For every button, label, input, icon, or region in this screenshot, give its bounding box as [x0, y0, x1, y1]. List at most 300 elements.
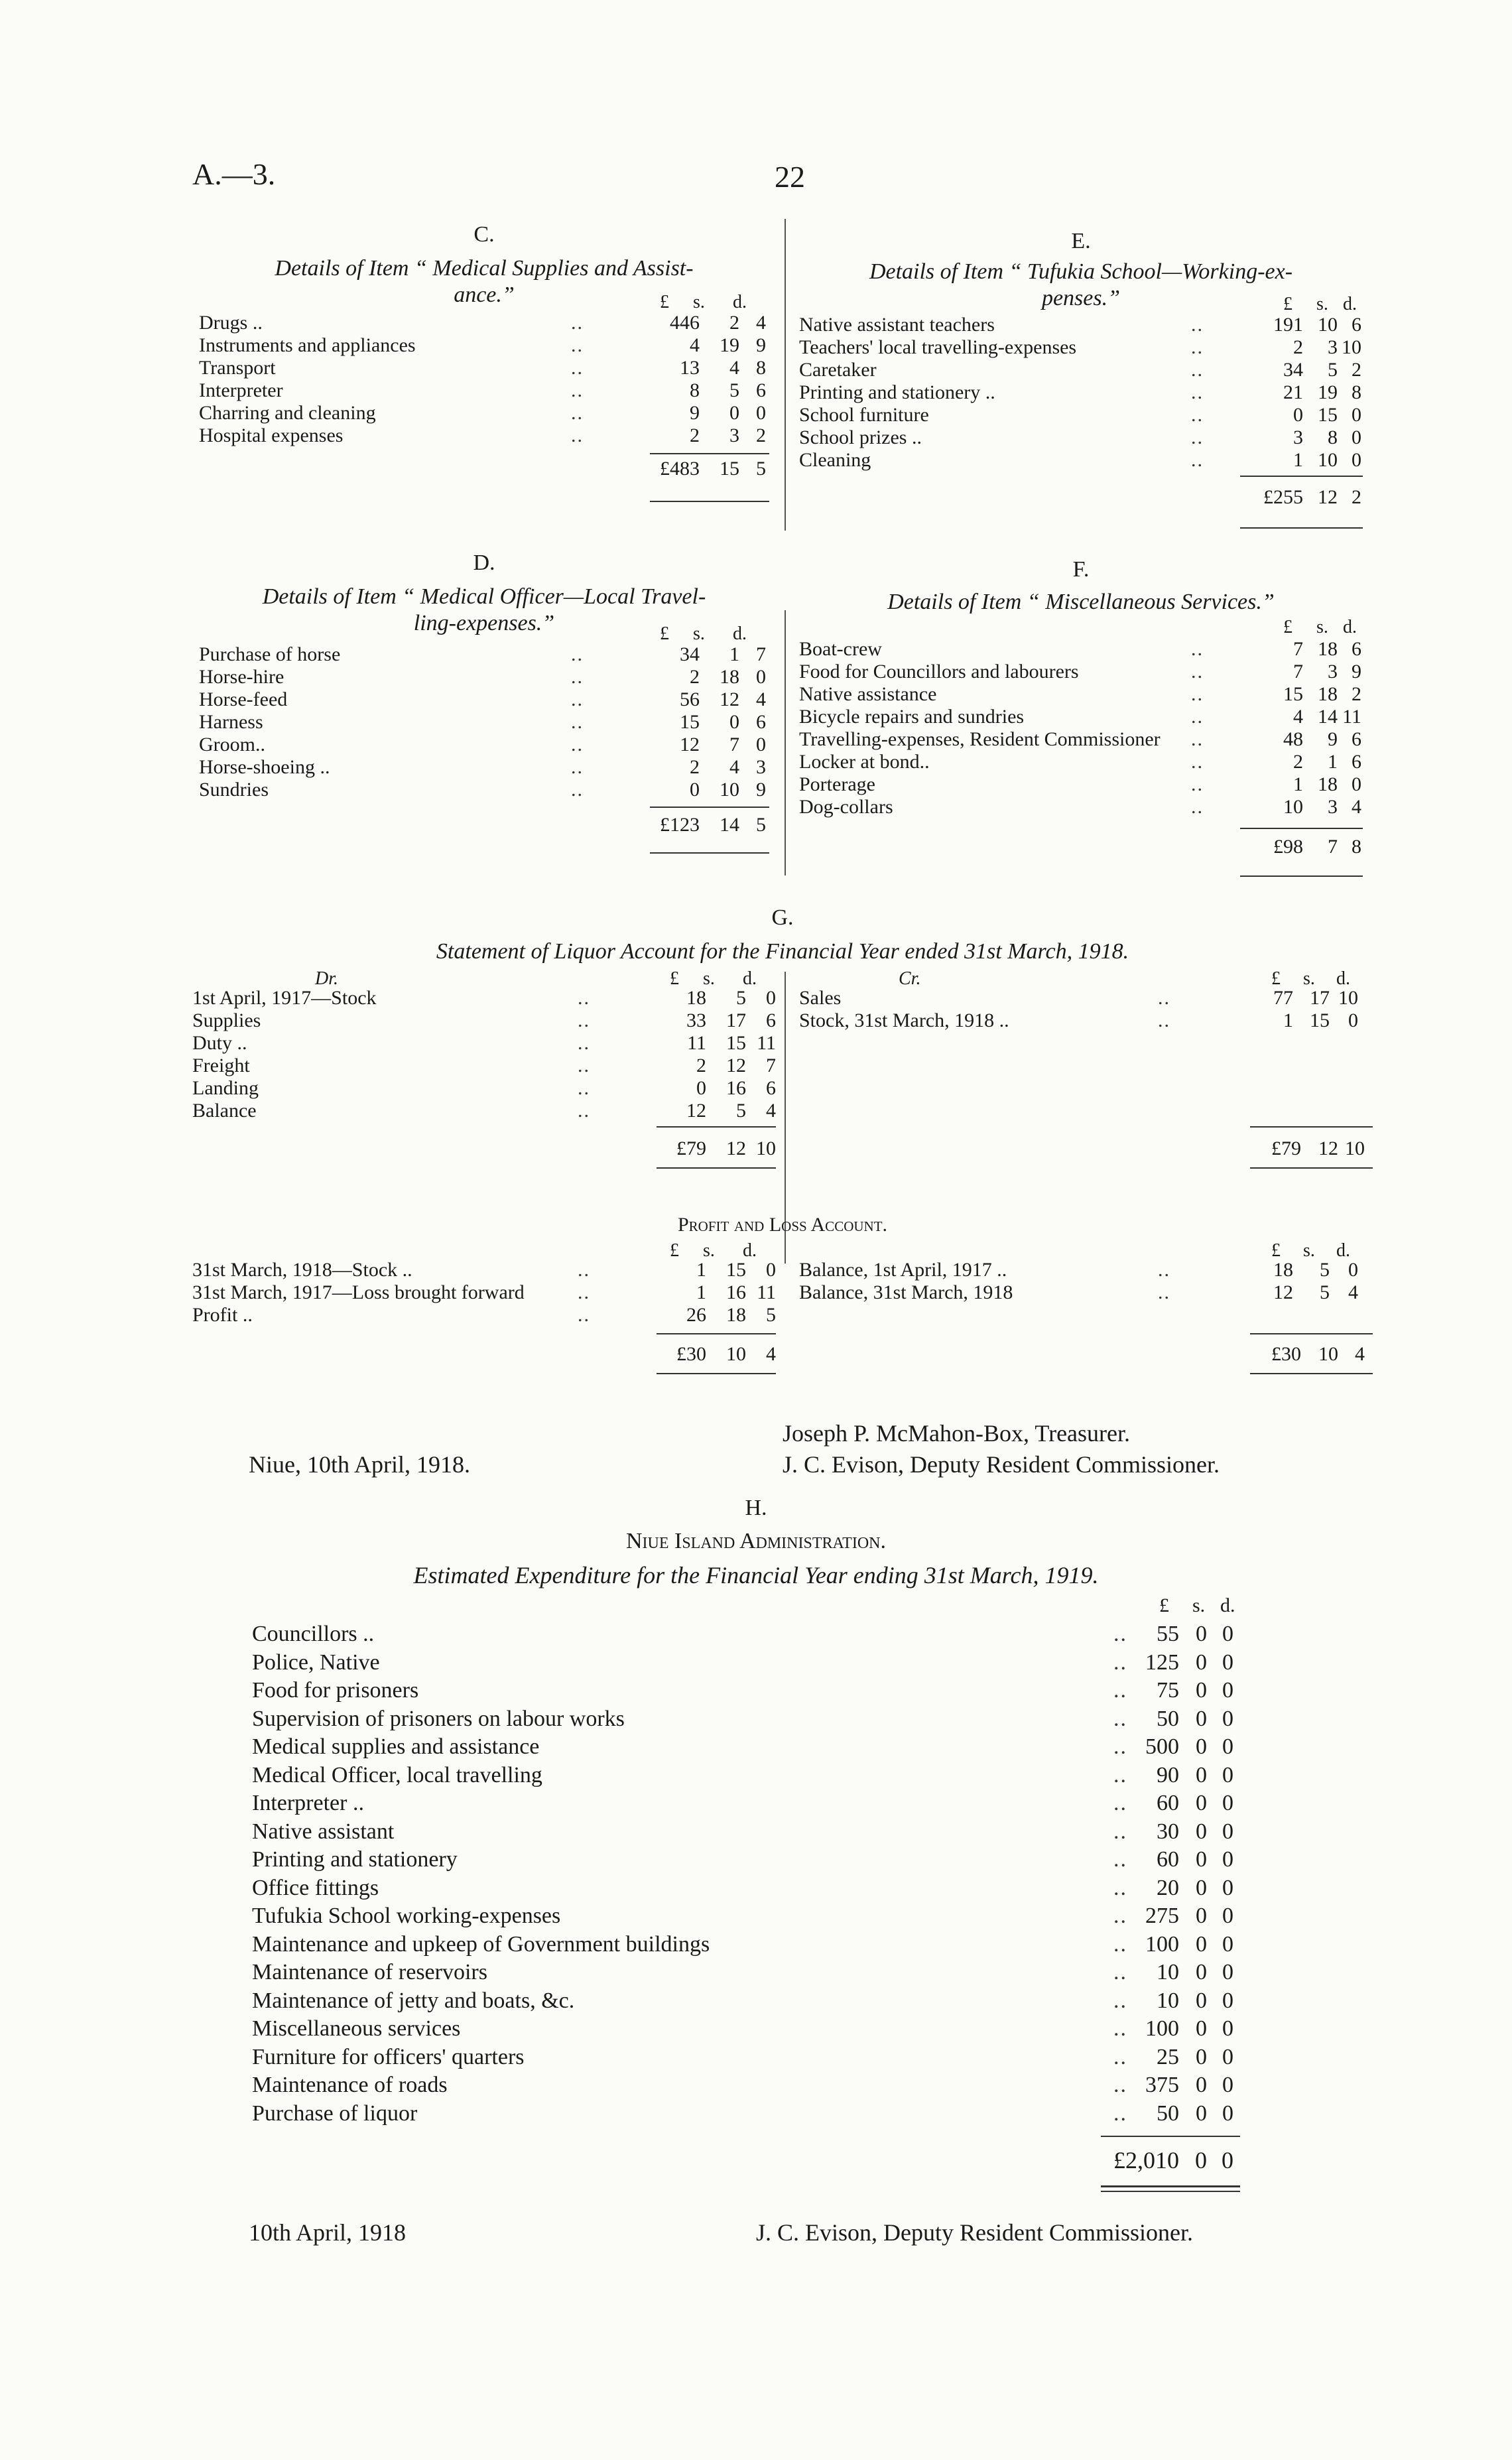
ledger-row: [799, 449, 1363, 472]
ledger-row: [252, 1931, 1260, 1959]
section-e: [799, 222, 1363, 541]
amount-pounds: 60: [1157, 1847, 1179, 1872]
amount-pounds: 12: [680, 734, 700, 755]
amount-pounds: 77: [1273, 987, 1293, 1009]
section-letter: C.: [473, 222, 495, 247]
leader-dots: ..: [1113, 1678, 1127, 1703]
leader-dots: ..: [1113, 1988, 1127, 2013]
ledger-item-label: Porterage: [799, 773, 875, 795]
profit-loss-credit-total: £30 10 4: [1271, 1343, 1365, 1365]
section-caption: Estimated Expenditure for the Financial Year ending 31st March, 1919.: [413, 1562, 1099, 1588]
amount-shillings: 17: [726, 1009, 746, 1031]
ledger-item-label: Hospital expenses: [199, 424, 344, 446]
column-divider: [785, 610, 786, 875]
section-total: £98 7 8: [1273, 836, 1361, 858]
ledger-item-label: Transport: [199, 357, 276, 379]
ledger-row: [252, 1789, 1260, 1817]
amount-pence: 0: [1352, 773, 1361, 795]
ledger-item-label: Office fittings: [252, 1875, 379, 1900]
leader-dots: ..: [1113, 1734, 1127, 1759]
leader-dots: ..: [1191, 773, 1204, 795]
leader-dots: ..: [1191, 314, 1204, 336]
amount-pence: 0: [1222, 1622, 1233, 1646]
ledger-row: [252, 2043, 1260, 2071]
amount-pounds: 18: [1273, 1259, 1293, 1281]
amount-pence: 0: [1222, 1650, 1233, 1675]
ledger-row: [199, 666, 769, 688]
leader-dots: ..: [571, 711, 584, 733]
amount-shillings: 10: [1318, 314, 1338, 336]
profit-loss-title: Profit and Loss Account.: [677, 1214, 888, 1236]
amount-shillings: 16: [726, 1281, 746, 1303]
ledger-row: [252, 1818, 1260, 1846]
ledger-item-label: Caretaker: [799, 359, 877, 381]
amount-pounds: 10: [1157, 1960, 1179, 1984]
ledger-item-label: School prizes ..: [799, 426, 922, 448]
ledger-item-label: Food for Councillors and labourers: [799, 661, 1079, 682]
ledger-row: [199, 312, 769, 334]
ledger-item-label: 31st March, 1918—Stock ..: [192, 1259, 412, 1281]
amount-shillings: 15: [726, 1032, 746, 1054]
leader-dots: ..: [1113, 1819, 1127, 1844]
amount-pounds: 48: [1283, 728, 1303, 750]
amount-pounds: 21: [1283, 381, 1303, 403]
col-head-pence: d.: [1343, 294, 1357, 314]
ledger-row: [199, 402, 769, 424]
ledger-item-label: Duty ..: [192, 1032, 247, 1054]
ledger-row: [252, 2071, 1260, 2099]
amount-shillings: 12: [726, 1055, 746, 1076]
section-caption: Details of Item “ Miscellaneous Services.”: [887, 590, 1275, 614]
amount-shillings: 19: [1318, 381, 1338, 403]
amount-shillings: 5: [1328, 359, 1338, 381]
amount-shillings: 5: [736, 1100, 746, 1122]
ledger-item-label: Stock, 31st March, 1918 ..: [799, 1009, 1009, 1031]
ledger-row: [252, 1959, 1260, 1986]
section-total: £255 12 2: [1263, 486, 1361, 508]
amount-pence: 0: [1352, 449, 1361, 471]
leader-dots: ..: [571, 688, 584, 710]
leader-dots: ..: [1113, 2073, 1127, 2097]
ledger-item-label: Printing and stationery ..: [799, 381, 995, 403]
leader-dots: ..: [1191, 706, 1204, 728]
col-head-pence: d.: [743, 968, 757, 989]
ledger-row: [799, 661, 1363, 683]
amount-pounds: 9: [690, 402, 700, 424]
section-total: £2,010 0 0: [1113, 2147, 1233, 2173]
leader-dots: ..: [571, 734, 584, 755]
ledger-item-label: Boat-crew: [799, 638, 882, 660]
ledger-row: [252, 1846, 1260, 1874]
ledger-row: [192, 1077, 776, 1100]
amount-pounds: 50: [1157, 1706, 1179, 1731]
ledger-row: [199, 756, 769, 779]
amount-shillings: 8: [1328, 426, 1338, 448]
col-head-shillings: s.: [703, 1240, 715, 1261]
amount-pence: 0: [1222, 1960, 1233, 1984]
ledger-item-label: Cleaning: [799, 449, 871, 471]
ledger-item-label: Medical supplies and assistance: [252, 1734, 540, 1759]
amount-pounds: 2: [696, 1055, 706, 1076]
ledger-row: [799, 1009, 1373, 1032]
debit-label: Dr.: [315, 968, 339, 989]
amount-pounds: 15: [680, 711, 700, 733]
amount-pence: 10: [1342, 336, 1361, 358]
amount-shillings: 0: [1196, 1622, 1207, 1646]
amount-shillings: 10: [720, 779, 739, 801]
col-head-pounds: £: [660, 292, 669, 312]
leader-dots: ..: [1113, 1875, 1127, 1900]
col-head-pence: d.: [1343, 617, 1357, 637]
amount-pence: 6: [1352, 728, 1361, 750]
amount-pence: 6: [1352, 638, 1361, 660]
amount-pence: 9: [756, 779, 766, 801]
amount-pence: 2: [1352, 683, 1361, 705]
amount-pounds: 75: [1157, 1678, 1179, 1703]
ledger-item-label: Profit ..: [192, 1304, 253, 1326]
amount-pounds: 1: [1283, 1009, 1293, 1031]
section-letter: H.: [745, 1496, 767, 1520]
ledger-item-label: Bicycle repairs and sundries: [799, 706, 1025, 728]
amount-pence: 0: [756, 402, 766, 424]
leader-dots: ..: [578, 1032, 590, 1054]
amount-pence: 11: [757, 1032, 776, 1054]
section-d: [199, 550, 769, 862]
col-head-shillings: s.: [693, 623, 705, 644]
ledger-item-label: Purchase of horse: [199, 643, 341, 665]
leader-dots: ..: [1113, 1622, 1127, 1646]
amount-pounds: 26: [686, 1304, 706, 1326]
amount-pounds: 7: [1293, 661, 1303, 682]
amount-shillings: 0: [1196, 2044, 1207, 2069]
amount-shillings: 0: [1196, 2073, 1207, 2097]
leader-dots: ..: [571, 779, 584, 801]
amount-pence: 0: [1352, 426, 1361, 448]
amount-pence: 6: [756, 711, 766, 733]
amount-pence: 0: [1348, 1009, 1358, 1031]
ledger-item-label: Horse-feed: [199, 688, 288, 710]
amount-pence: 0: [1352, 404, 1361, 426]
ledger-row: [252, 1874, 1260, 1902]
leader-dots: ..: [1113, 2044, 1127, 2069]
col-head-shillings: s.: [1303, 1240, 1315, 1261]
amount-pounds: 3: [1293, 426, 1303, 448]
ledger-row: [799, 314, 1363, 336]
leader-dots: ..: [571, 357, 584, 379]
leader-dots: ..: [1191, 336, 1204, 358]
amount-pounds: 15: [1283, 683, 1303, 705]
amount-pounds: 2: [1293, 751, 1303, 773]
amount-pounds: 25: [1157, 2044, 1179, 2069]
ledger-item-label: Printing and stationery: [252, 1847, 458, 1872]
amount-shillings: 0: [1196, 1678, 1207, 1703]
ledger-item-label: Maintenance of jetty and boats, &c.: [252, 1988, 575, 2013]
ledger-row: [799, 381, 1363, 404]
amount-shillings: 0: [1196, 1988, 1207, 2013]
amount-pence: 0: [1222, 2044, 1233, 2069]
ledger-row: [192, 987, 776, 1009]
section-letter: F.: [1072, 557, 1090, 582]
amount-pence: 7: [766, 1055, 776, 1076]
column-divider: [785, 219, 786, 531]
ledger-item-label: Instruments and appliances: [199, 334, 416, 356]
amount-shillings: 1: [1328, 751, 1338, 773]
leader-dots: ..: [578, 1281, 590, 1303]
amount-shillings: 0: [1196, 2101, 1207, 2126]
amount-pounds: 500: [1145, 1734, 1179, 1759]
ledger-item-label: Native assistance: [799, 683, 937, 705]
amount-shillings: 0: [729, 402, 739, 424]
amount-pence: 6: [1352, 751, 1361, 773]
amount-shillings: 3: [1328, 661, 1338, 682]
debit-total: £79 12 10: [676, 1137, 776, 1159]
ledger-row: [799, 683, 1363, 706]
amount-shillings: 17: [1310, 987, 1330, 1009]
amount-shillings: 0: [1196, 1819, 1207, 1844]
amount-shillings: 0: [1196, 1791, 1207, 1815]
section-g: [192, 905, 1373, 1409]
ledger-row: [799, 638, 1363, 661]
ledger-row: [199, 688, 769, 711]
amount-pounds: 50: [1157, 2101, 1179, 2126]
section-c: [199, 222, 769, 521]
leader-dots: ..: [1113, 1904, 1127, 1928]
ledger-row: [252, 2100, 1260, 2128]
amount-shillings: 4: [729, 756, 739, 778]
leader-dots: ..: [1191, 638, 1204, 660]
amount-pounds: 60: [1157, 1791, 1179, 1815]
ledger-item-label: Locker at bond..: [799, 751, 930, 773]
leader-dots: ..: [571, 312, 584, 334]
amount-pounds: 0: [696, 1077, 706, 1099]
leader-dots: ..: [1113, 1706, 1127, 1731]
section-title: Niue Island Administration.: [625, 1529, 887, 1553]
col-head-pounds: £: [1271, 968, 1281, 989]
ledger-item-label: Food for prisoners: [252, 1678, 419, 1703]
ledger-item-label: Maintenance of roads: [252, 2073, 448, 2097]
leader-dots: ..: [1191, 683, 1204, 705]
ledger-item-label: Medical Officer, local travelling: [252, 1762, 542, 1787]
ledger-row: [252, 1733, 1260, 1761]
amount-pounds: 56: [680, 688, 700, 710]
col-head-shillings: s.: [693, 292, 705, 312]
ledger-row: [799, 796, 1363, 818]
leader-dots: ..: [1158, 1281, 1170, 1303]
col-head-pence: d.: [733, 623, 747, 644]
amount-shillings: 10: [1318, 449, 1338, 471]
col-head-shillings: s.: [703, 968, 715, 989]
amount-shillings: 15: [1310, 1009, 1330, 1031]
col-head-pounds: £: [1283, 617, 1292, 637]
col-head-pounds: £: [1159, 1594, 1169, 1616]
profit-loss-debit-total: £30 10 4: [676, 1343, 776, 1365]
amount-pounds: 2: [690, 424, 700, 446]
ledger-row: [252, 1902, 1260, 1930]
amount-pence: 0: [1222, 1875, 1233, 1900]
ledger-item-label: Horse-shoeing ..: [199, 756, 330, 778]
col-head-pence: d.: [1336, 1240, 1350, 1261]
ledger-row: [192, 1281, 776, 1304]
credit-label: Cr.: [899, 968, 921, 989]
amount-shillings: 1: [729, 643, 739, 665]
signatory-treasurer: Joseph P. McMahon-Box, Treasurer.: [783, 1420, 1131, 1447]
amount-pounds: 34: [1283, 359, 1303, 381]
amount-pence: 3: [756, 756, 766, 778]
ledger-item-label: Teachers' local travelling-expenses: [799, 336, 1077, 358]
leader-dots: ..: [1158, 1259, 1170, 1281]
ledger-item-label: Police, Native: [252, 1650, 380, 1675]
leader-dots: ..: [578, 1009, 590, 1031]
section-letter: G.: [771, 905, 794, 930]
ledger-item-label: Interpreter ..: [252, 1791, 364, 1815]
amount-shillings: 5: [736, 987, 746, 1009]
ledger-row: [252, 1677, 1260, 1705]
ledger-row: [199, 357, 769, 379]
ledger-item-label: Groom..: [199, 734, 265, 755]
ledger-row: [252, 1649, 1260, 1677]
ledger-row: [199, 711, 769, 734]
amount-pence: 0: [766, 1259, 776, 1281]
amount-shillings: 18: [1318, 683, 1338, 705]
ledger-item-label: Councillors ..: [252, 1622, 375, 1646]
amount-shillings: 16: [726, 1077, 746, 1099]
leader-dots: ..: [1191, 449, 1204, 471]
ledger-item-label: Supervision of prisoners on labour works: [252, 1706, 625, 1731]
section-h: [252, 1496, 1260, 2225]
leader-dots: ..: [1158, 987, 1170, 1009]
amount-pence: 0: [766, 987, 776, 1009]
ledger-item-label: 1st April, 1917—Stock: [192, 987, 377, 1009]
amount-pence: 6: [1352, 314, 1361, 336]
ledger-row: [799, 404, 1363, 426]
amount-pence: 0: [1222, 1847, 1233, 1872]
amount-shillings: 3: [1328, 796, 1338, 818]
ledger-item-label: Freight: [192, 1055, 250, 1076]
amount-pounds: 100: [1145, 1931, 1179, 1957]
amount-pence: 0: [1222, 1791, 1233, 1815]
amount-shillings: 0: [1196, 1875, 1207, 1900]
leader-dots: ..: [1113, 1762, 1127, 1787]
leader-dots: ..: [1113, 1791, 1127, 1815]
amount-pounds: 34: [680, 643, 700, 665]
ledger-row: [252, 1620, 1260, 1648]
amount-shillings: 0: [1196, 2016, 1207, 2041]
amount-pence: 10: [1338, 987, 1358, 1009]
amount-pounds: 446: [670, 312, 700, 334]
ledger-row: [192, 1055, 776, 1077]
amount-shillings: 15: [726, 1259, 746, 1281]
amount-shillings: 12: [720, 688, 739, 710]
amount-pence: 9: [1352, 661, 1361, 682]
leader-dots: ..: [1113, 1931, 1127, 1957]
col-head-shillings: s.: [1192, 1594, 1206, 1616]
ledger-row: [799, 773, 1363, 796]
leader-dots: ..: [1158, 1009, 1170, 1031]
amount-shillings: 0: [1196, 1762, 1207, 1787]
amount-pence: 4: [766, 1100, 776, 1122]
ledger-row: [252, 2015, 1260, 2043]
ledger-item-label: School furniture: [799, 404, 929, 426]
amount-pounds: 191: [1273, 314, 1303, 336]
col-head-shillings: s.: [1316, 617, 1328, 637]
ledger-item-label: Tufukia School working-expenses: [252, 1904, 561, 1928]
amount-pounds: 1: [1293, 773, 1303, 795]
amount-pence: 0: [1222, 1904, 1233, 1928]
amount-pence: 2: [1352, 359, 1361, 381]
ledger-row: [192, 1009, 776, 1032]
leader-dots: ..: [1191, 359, 1204, 381]
amount-pence: 0: [1222, 1819, 1233, 1844]
amount-pence: 11: [757, 1281, 776, 1303]
amount-pence: 2: [756, 424, 766, 446]
amount-pounds: 2: [690, 666, 700, 688]
amount-pounds: 8: [690, 379, 700, 401]
amount-pounds: 10: [1283, 796, 1303, 818]
ledger-item-label: Supplies: [192, 1009, 261, 1031]
amount-shillings: 0: [1196, 1650, 1207, 1675]
amount-pounds: 2: [690, 756, 700, 778]
amount-pounds: 90: [1157, 1762, 1179, 1787]
section-caption: Statement of Liquor Account for the Financial Year ended 31st March, 1918.: [436, 939, 1129, 964]
ledger-item-label: Maintenance of reservoirs: [252, 1960, 487, 1984]
col-head-pence: d.: [1220, 1594, 1235, 1616]
amount-pounds: 1: [1293, 449, 1303, 471]
amount-pence: 7: [756, 643, 766, 665]
ledger-item-label: 31st March, 1917—Loss brought forward: [192, 1281, 525, 1303]
leader-dots: ..: [571, 379, 584, 401]
col-head-pounds: £: [670, 1240, 679, 1261]
amount-shillings: 2: [729, 312, 739, 334]
amount-shillings: 18: [720, 666, 739, 688]
leader-dots: ..: [578, 1055, 590, 1076]
leader-dots: ..: [1191, 728, 1204, 750]
amount-pence: 9: [756, 334, 766, 356]
ledger-row: [192, 1032, 776, 1055]
ledger-row: [199, 424, 769, 447]
amount-pounds: 100: [1145, 2016, 1179, 2041]
ledger-item-label: Dog-collars: [799, 796, 893, 818]
place-date: Niue, 10th April, 1918.: [249, 1451, 470, 1478]
amount-shillings: 3: [729, 424, 739, 446]
ledger-row: [799, 987, 1373, 1009]
leader-dots: ..: [578, 987, 590, 1009]
ledger-row: [192, 1259, 776, 1281]
amount-shillings: 0: [1196, 1931, 1207, 1957]
estimate-signatory: J. C. Evison, Deputy Resident Commissioner.: [756, 2219, 1194, 2246]
section-total: £483 15 5: [660, 458, 766, 480]
amount-pounds: 13: [680, 357, 700, 379]
col-head-pence: d.: [733, 292, 747, 312]
leader-dots: ..: [1191, 404, 1204, 426]
leader-dots: ..: [571, 756, 584, 778]
leader-dots: ..: [1191, 426, 1204, 448]
amount-pounds: 10: [1157, 1988, 1179, 2013]
estimate-date: 10th April, 1918: [249, 2219, 407, 2246]
ledger-row: [252, 1987, 1260, 2015]
amount-pounds: 30: [1157, 1819, 1179, 1844]
amount-pence: 6: [766, 1009, 776, 1031]
amount-shillings: 9: [1328, 728, 1338, 750]
ledger-item-label: Balance, 1st April, 1917 ..: [799, 1259, 1007, 1281]
section-letter: E.: [1071, 229, 1091, 253]
section-caption-continued: ling-expenses.”: [413, 611, 555, 635]
leader-dots: ..: [578, 1259, 590, 1281]
amount-shillings: 0: [1196, 1847, 1207, 1872]
leader-dots: ..: [1113, 1847, 1127, 1872]
leader-dots: ..: [571, 402, 584, 424]
amount-shillings: 18: [726, 1304, 746, 1326]
amount-pence: 0: [1222, 1988, 1233, 2013]
